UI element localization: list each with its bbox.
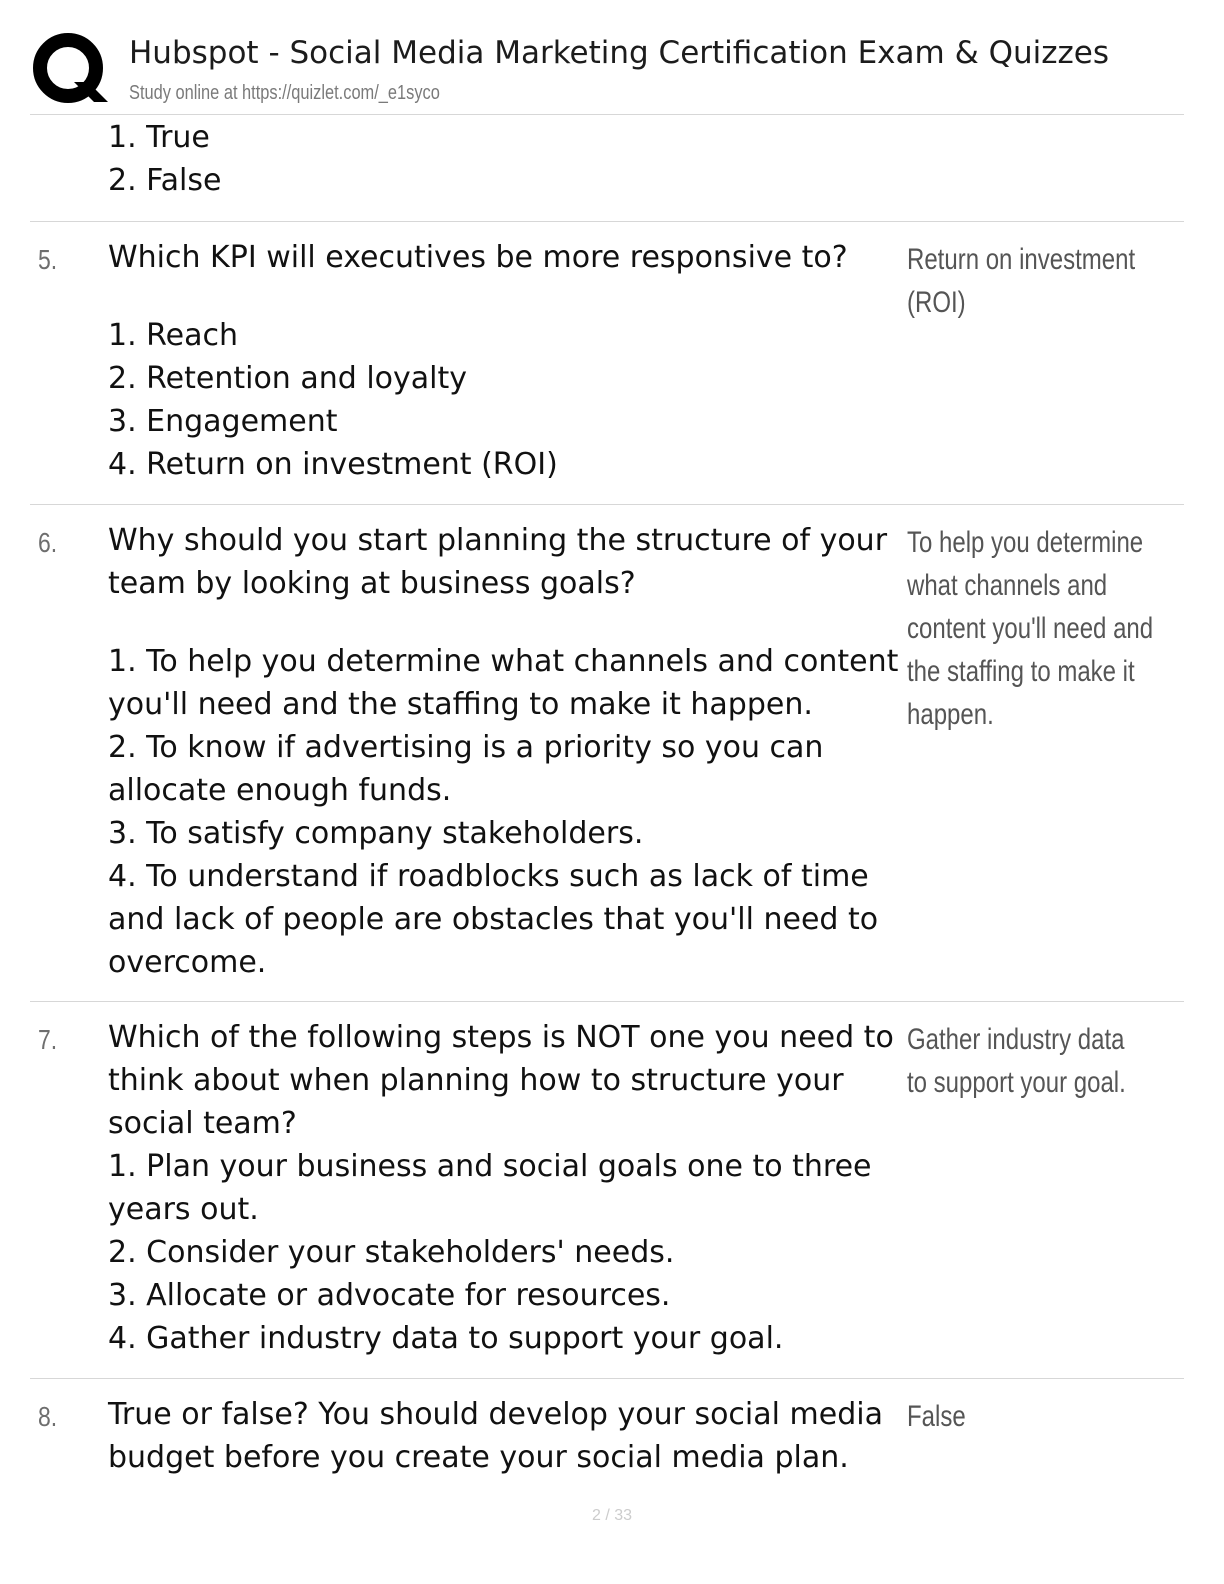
option: 1. Reach: [108, 318, 239, 353]
option: 4. To understand if roadblocks such as lack of time and lack of people are obstacles that you'll need to overcome.: [108, 859, 879, 980]
option: 4. Return on investment (ROI): [108, 447, 558, 482]
answer-text: False: [907, 1400, 966, 1433]
option-list: [108, 640, 908, 984]
question-body: [108, 519, 908, 984]
question-body: [108, 116, 908, 202]
answer-text: Gather industry data to support your goal.: [907, 1023, 1126, 1099]
option: 3. Engagement: [108, 404, 338, 439]
option-list: [108, 116, 908, 202]
question-number: 5.: [38, 244, 58, 275]
option: 2. Retention and loyalty: [108, 361, 468, 396]
question-text: Why should you start planning the structure of your team by looking at business goals?: [108, 523, 888, 601]
question-body: [108, 236, 908, 486]
option: 4. Gather industry data to support your goal.: [108, 1321, 784, 1356]
question-text: True or false? You should develop your social media budget before you create your social media plan.: [108, 1397, 883, 1475]
page-header: [30, 28, 1184, 115]
quizlet-logo-icon: [32, 32, 108, 108]
qa-card-5: [30, 222, 1184, 505]
option: 1. Plan your business and social goals one to three years out.: [108, 1149, 872, 1227]
option: 3. To satisfy company stakeholders.: [108, 816, 644, 851]
option: 1. To help you determine what channels and content you'll need and the staffing to make it happen.: [108, 644, 899, 722]
question-number: 6.: [38, 527, 58, 558]
page-title: Hubspot - Social Media Marketing Certification Exam & Quizzes: [129, 35, 1110, 71]
option: 3. Allocate or advocate for resources.: [108, 1278, 671, 1313]
question-text: Which KPI will executives be more responsive to?: [108, 240, 848, 275]
qa-card-8: [30, 1379, 1184, 1489]
answer-text: To help you determine what channels and content you'll need and the staffing to make it happen.: [907, 526, 1154, 731]
question-number: 8.: [38, 1401, 58, 1432]
option-list: [108, 1145, 908, 1360]
answer-text: Return on investment (ROI): [907, 243, 1136, 319]
question-body: [108, 1016, 908, 1360]
option: 2. Consider your stakeholders' needs.: [108, 1235, 675, 1270]
option-list: [108, 314, 908, 486]
option: 2. False: [108, 163, 222, 198]
option: 1. True: [108, 120, 210, 155]
qa-card-6: [30, 505, 1184, 1002]
study-link[interactable]: Study online at https://quizlet.com/_e1syco: [129, 82, 440, 104]
page-number: 2 / 33: [591, 1507, 633, 1524]
question-body: [108, 1393, 908, 1479]
qa-card-continued: [30, 114, 1184, 222]
option: 2. To know if advertising is a priority so you can allocate enough funds.: [108, 730, 824, 808]
question-number: 7.: [38, 1024, 58, 1055]
question-text: Which of the following steps is NOT one you need to think about when planning how to structure your social team?: [108, 1020, 894, 1141]
qa-card-7: [30, 1002, 1184, 1379]
